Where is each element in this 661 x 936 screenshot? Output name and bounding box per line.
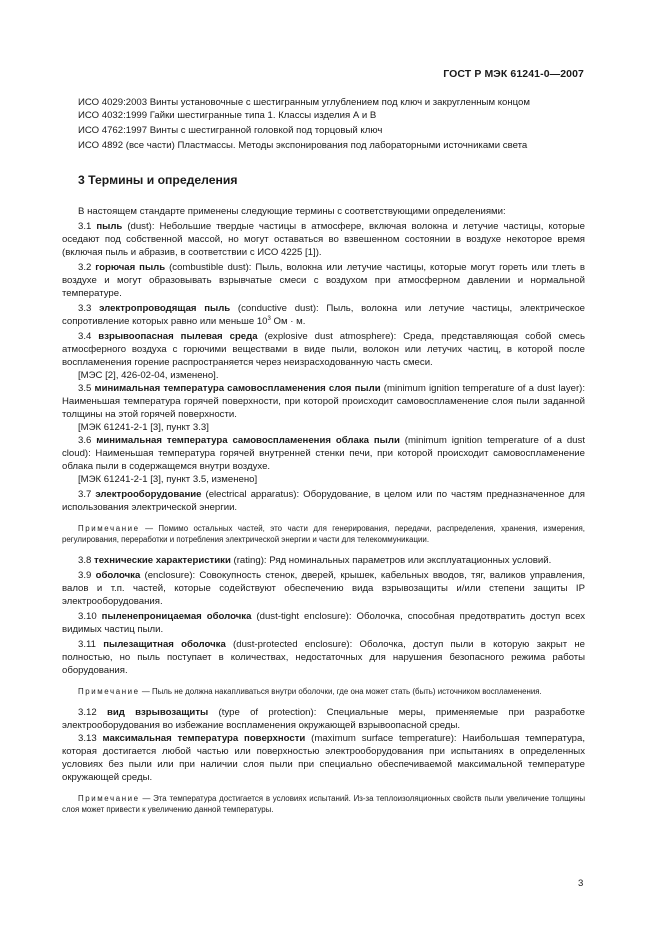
reference-item: ИСО 4032:1999 Гайки шестигранные типа 1. Классы изделия А и В [78, 110, 377, 121]
term-number: 3.4 [78, 331, 92, 342]
term-number: 3.8 [78, 555, 92, 566]
term-source: [МЭК 61241-2-1 [3], пункт 3.3] [78, 422, 209, 433]
term-3-12 [62, 706, 585, 732]
term-name: вид взрывозащиты [106, 707, 209, 718]
term-number: 3.5 [78, 383, 92, 394]
term-name: электропроводящая пыль [99, 303, 231, 314]
term-definition: (explosive dust atmosphere): Среда, представляющая собой смесь атмосферного воздуха с горючими веществами в виде пыли, волокон или летучих частиц, в которой после воспламенения горение распространяется через неизрасходованную часть смеси. [62, 331, 585, 368]
term-name: пылезащитная оболочка [103, 639, 226, 650]
term-definition: (maximum surface temperature): Наибольшая температура, которая достигается любой частью или поверхностью электрооборудования при испытаниях в определенных условиях без пыли или при наличии слоя пыли при специально обеспечиваемой максимальной температуре окружающей среды. [62, 733, 585, 783]
page-number: 3 [578, 878, 584, 889]
term-name: минимальная температура самовоспламенения облака пыли [96, 435, 400, 446]
term-number: 3.9 [78, 570, 92, 581]
note-label: Примечание [78, 687, 140, 696]
document-body [62, 96, 585, 824]
term-3-4 [62, 330, 585, 369]
note-text: — Пыль не должна накапливаться внутри оболочки, где она может стать (быть) источником воспламенения. [139, 687, 542, 696]
section-title: 3 Термины и определения [78, 173, 238, 187]
note-3-11 [62, 686, 585, 697]
term-3-13 [62, 732, 585, 784]
term-3-8 [62, 554, 585, 567]
term-3-9 [62, 569, 585, 608]
term-number: 3.7 [78, 489, 92, 500]
term-3-5 [62, 382, 585, 421]
term-number: 3.1 [78, 221, 92, 232]
term-name: минимальная температура самовоспламенения слоя пыли [94, 383, 381, 394]
reference-item: ИСО 4892 (все части) Пластмассы. Методы экспонирования под лабораторными источниками света [78, 140, 528, 151]
term-name: пыль [96, 221, 123, 232]
term-number: 3.11 [78, 639, 96, 650]
term-source: [МЭК 61241-2-1 [3], пункт 3.5, изменено] [78, 474, 258, 485]
term-3-1 [62, 220, 585, 259]
term-definition: (type of protection): Специальные меры, применяемые при разработке электрооборудования во избежание воспламенения окружающей взрывоопасной среды. [62, 707, 585, 731]
term-definition: (dust-tight enclosure): Оболочка, способная предотвратить доступ всех видимых частиц пыли. [62, 611, 586, 635]
term-3-7 [62, 488, 585, 514]
exponent: 3 [267, 315, 271, 322]
term-definition: (rating): Ряд номинальных параметров или эксплуатационных условий. [230, 555, 552, 566]
term-definition: (combustible dust): Пыль, волокна или летучие частицы, которые могут гореть или тлеть в воздухе и могут образовывать взрывчатые смеси с воздухом при атмосферном давлении и нормальной температуре. [62, 262, 585, 299]
note-label: Примечание [78, 794, 140, 803]
document-header: ГОСТ Р МЭК 61241-0—2007 [443, 68, 584, 80]
term-definition: (enclosure): Совокупность стенок, дверей, крышек, кабельных вводов, тяг, валиков управления, валов и т.п. частей, которые содействуют обеспечению вида взрывозащиты и/или степени защиты IP электрооборудования. [62, 570, 585, 607]
term-number: 3.2 [78, 262, 92, 273]
term-3-3 [62, 302, 585, 328]
term-number: 3.10 [78, 611, 97, 622]
term-definition: (electrical apparatus): Оборудование, в целом или по частям предназначенное для использования электрической энергии. [62, 489, 585, 513]
term-3-11 [62, 638, 585, 677]
term-3-6 [62, 434, 585, 473]
note-3-13 [62, 793, 585, 815]
term-name: горючая пыль [95, 262, 166, 273]
note-text: — Эта температура достигается в условиях испытаний. Из-за теплоизоляционных свойств пыли увеличение толщины слоя может привести к увеличению данной температуры. [62, 794, 585, 814]
term-definition-end: Ом · м. [270, 316, 306, 327]
term-name: оболочка [95, 570, 141, 581]
term-definition: (dust): Небольшие твердые частицы в атмосфере, включая волокна и летучие частицы, которые оседают под собственной массой, но могут оставаться во взвешенном состоянии в воздухе некоторое время (включая пыль и абразив, в соответствии с ИСО 4225 [1]). [62, 221, 585, 258]
reference-item: ИСО 4762:1997 Винты с шестигранной головкой под торцовый ключ [78, 125, 383, 136]
note-label: Примечание [78, 524, 140, 533]
note-text: — Помимо остальных частей, это части для генерирования, передачи, распределения, хранения, измерения, регулирования, переработки и потребления электрической энергии и части для телекоммуникации. [62, 524, 585, 544]
term-3-10 [62, 610, 585, 636]
term-definition: (minimum ignition temperature of a dust cloud): Наименьшая температура горячей внутренней стенки печи, при которой происходит самовоспламенение облака пыли в содержащемся внутри воздухе. [62, 435, 585, 472]
term-name: взрывоопасная пылевая среда [98, 331, 258, 342]
term-number: 3.12 [78, 707, 97, 718]
term-number: 3.6 [78, 435, 92, 446]
note-3-7 [62, 523, 585, 545]
reference-item: ИСО 4029:2003 Винты установочные с шестигранным углублением под ключ и закругленным концом [78, 97, 530, 108]
term-definition: (dust-protected enclosure): Оболочка, доступ пыли в которую закрыт не полностью, но пыль поступает в количествах, недостаточных для нарушения безопасного режима работы оборудования. [62, 639, 585, 676]
term-definition: (minimum ignition temperature of a dust layer): Наименьшая температура горячей поверхности, при которой происходит самовоспламенение слоя пыли заданной толщины на этой горячей поверхности. [62, 383, 586, 420]
term-3-2 [62, 261, 585, 300]
term-number: 3.3 [78, 303, 92, 314]
term-name: пыленепроницаемая оболочка [101, 611, 252, 622]
term-name: технические характеристики [94, 555, 231, 566]
term-source: [МЭС [2], 426-02-04, изменено]. [78, 370, 219, 381]
term-name: электрооборудование [95, 489, 202, 500]
term-number: 3.13 [78, 733, 97, 744]
term-name: максимальная температура поверхности [102, 733, 306, 744]
term-definition: (conductive dust): Пыль, волокна или летучие частицы, электрическое сопротивление которых равно или меньше 10 [62, 303, 585, 327]
section-intro: В настоящем стандарте применены следующие термины с соответствующими определениями: [78, 206, 506, 217]
